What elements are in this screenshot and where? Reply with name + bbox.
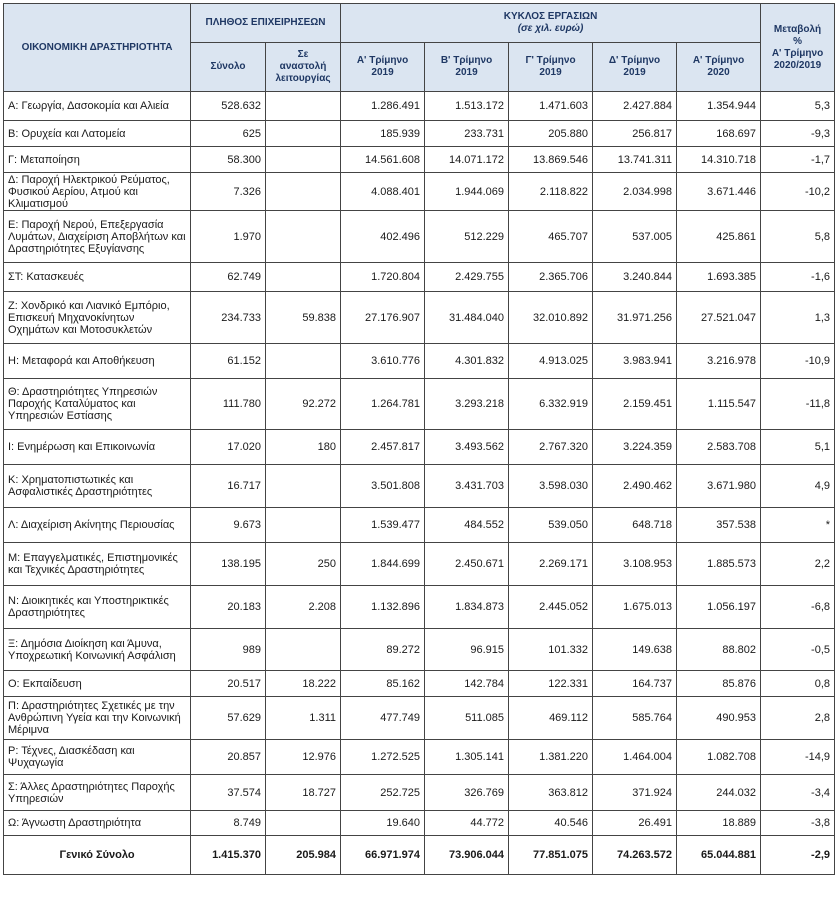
- firms-suspended: [266, 508, 341, 543]
- change-percent: *: [761, 508, 835, 543]
- table-row: [4, 173, 835, 211]
- firms-suspended: 18.727: [266, 775, 341, 811]
- turnover-q3-2019: 32.010.892: [509, 292, 593, 344]
- turnover-q3-2019: 2.365.706: [509, 263, 593, 292]
- header-q3-2019: Γ' Τρίμηνο 2019: [509, 43, 593, 92]
- grand-total-q3-2019: 77.851.075: [509, 836, 593, 875]
- turnover-q2-2019: 2.450.671: [425, 543, 509, 586]
- turnover-q3-2019: 465.707: [509, 211, 593, 263]
- change-percent: -11,8: [761, 379, 835, 430]
- change-percent: -6,8: [761, 586, 835, 629]
- turnover-q2-2019: 31.484.040: [425, 292, 509, 344]
- turnover-q4-2019: 371.924: [593, 775, 677, 811]
- activity-name: ΣΤ: Κατασκευές: [4, 263, 191, 292]
- header-change: Μεταβολή % Α' Τρίμηνο 2020/2019: [761, 4, 835, 92]
- turnover-q2-2019: 14.071.172: [425, 147, 509, 173]
- table-row: [4, 586, 835, 629]
- turnover-q4-2019: 2.490.462: [593, 465, 677, 508]
- turnover-q2-2019: 484.552: [425, 508, 509, 543]
- turnover-q4-2019: 31.971.256: [593, 292, 677, 344]
- turnover-q1-2020: 3.671.446: [677, 173, 761, 211]
- change-percent: 1,3: [761, 292, 835, 344]
- activity-name: Ω: Άγνωστη Δραστηριότητα: [4, 811, 191, 836]
- turnover-q4-2019: 3.983.941: [593, 344, 677, 379]
- turnover-q1-2019: 1.272.525: [341, 740, 425, 775]
- turnover-q1-2020: 1.115.547: [677, 379, 761, 430]
- turnover-q1-2019: 3.610.776: [341, 344, 425, 379]
- grand-total-q4-2019: 74.263.572: [593, 836, 677, 875]
- table-row: [4, 147, 835, 173]
- grand-total-q1-2020: 65.044.881: [677, 836, 761, 875]
- firms-total: 62.749: [191, 263, 266, 292]
- change-percent: -3,8: [761, 811, 835, 836]
- turnover-q1-2019: 19.640: [341, 811, 425, 836]
- firms-suspended: [266, 811, 341, 836]
- firms-suspended: [266, 121, 341, 147]
- turnover-q4-2019: 26.491: [593, 811, 677, 836]
- table-row: [4, 697, 835, 740]
- table-row: [4, 543, 835, 586]
- turnover-q4-2019: 149.638: [593, 629, 677, 671]
- turnover-q1-2019: 3.501.808: [341, 465, 425, 508]
- turnover-table: [3, 3, 835, 875]
- firms-suspended: 250: [266, 543, 341, 586]
- turnover-q1-2019: 1.539.477: [341, 508, 425, 543]
- change-percent: -9,3: [761, 121, 835, 147]
- grand-total-q2-2019: 73.906.044: [425, 836, 509, 875]
- firms-total: 1.970: [191, 211, 266, 263]
- turnover-q4-2019: 648.718: [593, 508, 677, 543]
- table-row: [4, 671, 835, 697]
- turnover-q1-2020: 18.889: [677, 811, 761, 836]
- table-row: [4, 629, 835, 671]
- firms-total: 61.152: [191, 344, 266, 379]
- turnover-q2-2019: 1.513.172: [425, 92, 509, 121]
- turnover-q4-2019: 13.741.311: [593, 147, 677, 173]
- turnover-q1-2019: 1.132.896: [341, 586, 425, 629]
- turnover-q1-2019: 89.272: [341, 629, 425, 671]
- table-header: [4, 4, 835, 92]
- turnover-q3-2019: 122.331: [509, 671, 593, 697]
- firms-total: 20.183: [191, 586, 266, 629]
- turnover-q3-2019: 4.913.025: [509, 344, 593, 379]
- firms-suspended: [266, 147, 341, 173]
- turnover-q1-2020: 88.802: [677, 629, 761, 671]
- activity-name: Β: Ορυχεία και Λατομεία: [4, 121, 191, 147]
- table-row: [4, 379, 835, 430]
- activity-name: Κ: Χρηματοπιστωτικές και Ασφαλιστικές Δραστηριότητες: [4, 465, 191, 508]
- turnover-q1-2019: 252.725: [341, 775, 425, 811]
- activity-name: Θ: Δραστηριότητες Υπηρεσιών Παροχής Καταλύματος και Υπηρεσιών Εστίασης: [4, 379, 191, 430]
- table-row: [4, 508, 835, 543]
- turnover-q3-2019: 469.112: [509, 697, 593, 740]
- change-percent: -14,9: [761, 740, 835, 775]
- table-row: [4, 344, 835, 379]
- turnover-q4-2019: 256.817: [593, 121, 677, 147]
- turnover-q2-2019: 44.772: [425, 811, 509, 836]
- turnover-q4-2019: 3.224.359: [593, 430, 677, 465]
- header-suspended: Σε αναστολή λειτουργίας: [266, 43, 341, 92]
- turnover-q1-2019: 27.176.907: [341, 292, 425, 344]
- firms-total: 625: [191, 121, 266, 147]
- activity-name: Ε: Παροχή Νερού, Επεξεργασία Λυμάτων, Διαχείριση Αποβλήτων και Δραστηριότητες Εξυγίανσης: [4, 211, 191, 263]
- turnover-q1-2020: 1.354.944: [677, 92, 761, 121]
- turnover-q1-2019: 85.162: [341, 671, 425, 697]
- change-percent: -1,6: [761, 263, 835, 292]
- turnover-q1-2020: 490.953: [677, 697, 761, 740]
- turnover-q1-2020: 2.583.708: [677, 430, 761, 465]
- turnover-q1-2020: 1.082.708: [677, 740, 761, 775]
- turnover-q1-2019: 402.496: [341, 211, 425, 263]
- turnover-q2-2019: 3.293.218: [425, 379, 509, 430]
- turnover-q1-2019: 1.720.804: [341, 263, 425, 292]
- change-percent: 5,1: [761, 430, 835, 465]
- header-q4-2019: Δ' Τρίμηνο 2019: [593, 43, 677, 92]
- turnover-q1-2020: 85.876: [677, 671, 761, 697]
- firms-total: 138.195: [191, 543, 266, 586]
- turnover-q2-2019: 326.769: [425, 775, 509, 811]
- change-percent: 2,2: [761, 543, 835, 586]
- header-q2-2019: Β' Τρίμηνο 2019: [425, 43, 509, 92]
- change-percent: 4,9: [761, 465, 835, 508]
- table-row: [4, 121, 835, 147]
- table-row: [4, 430, 835, 465]
- grand-total-row: [4, 836, 835, 875]
- firms-total: 20.517: [191, 671, 266, 697]
- change-percent: 0,8: [761, 671, 835, 697]
- turnover-q3-2019: 2.445.052: [509, 586, 593, 629]
- turnover-q3-2019: 1.381.220: [509, 740, 593, 775]
- activity-name: Σ: Άλλες Δραστηριότητες Παροχής Υπηρεσιών: [4, 775, 191, 811]
- firms-total: 528.632: [191, 92, 266, 121]
- turnover-q1-2020: 27.521.047: [677, 292, 761, 344]
- turnover-q1-2020: 1.693.385: [677, 263, 761, 292]
- turnover-q1-2019: 477.749: [341, 697, 425, 740]
- turnover-q3-2019: 101.332: [509, 629, 593, 671]
- turnover-q1-2020: 1.056.197: [677, 586, 761, 629]
- turnover-q2-2019: 4.301.832: [425, 344, 509, 379]
- turnover-q1-2020: 168.697: [677, 121, 761, 147]
- turnover-q4-2019: 2.159.451: [593, 379, 677, 430]
- turnover-q1-2019: 1.264.781: [341, 379, 425, 430]
- change-percent: 2,8: [761, 697, 835, 740]
- activity-name: Ι: Ενημέρωση και Επικοινωνία: [4, 430, 191, 465]
- firms-total: 20.857: [191, 740, 266, 775]
- firms-total: 57.629: [191, 697, 266, 740]
- firms-total: 58.300: [191, 147, 266, 173]
- header-q1-2019: Α' Τρίμηνο 2019: [341, 43, 425, 92]
- header-turnover-group: [341, 4, 761, 43]
- activity-name: Ζ: Χονδρικό και Λιανικό Εμπόριο, Επισκευή Μηχανοκίνητων Οχημάτων και Μοτοσυκλετών: [4, 292, 191, 344]
- turnover-q4-2019: 164.737: [593, 671, 677, 697]
- turnover-q3-2019: 6.332.919: [509, 379, 593, 430]
- header-activity: ΟΙΚΟΝΟΜΙΚΗ ΔΡΑΣΤΗΡΙΟΤΗΤΑ: [4, 4, 191, 92]
- turnover-q3-2019: 13.869.546: [509, 147, 593, 173]
- turnover-q3-2019: 1.471.603: [509, 92, 593, 121]
- turnover-q1-2019: 1.286.491: [341, 92, 425, 121]
- activity-name: Γ: Μεταποίηση: [4, 147, 191, 173]
- table-row: [4, 811, 835, 836]
- table-body: [4, 92, 835, 836]
- turnover-q2-2019: 3.431.703: [425, 465, 509, 508]
- turnover-q2-2019: 1.944.069: [425, 173, 509, 211]
- firms-total: 8.749: [191, 811, 266, 836]
- activity-name: Ο: Εκπαίδευση: [4, 671, 191, 697]
- activity-name: Ν: Διοικητικές και Υποστηρικτικές Δραστηριότητες: [4, 586, 191, 629]
- turnover-q1-2019: 14.561.608: [341, 147, 425, 173]
- grand-total-firms: 1.415.370: [191, 836, 266, 875]
- firms-total: 37.574: [191, 775, 266, 811]
- firms-total: 111.780: [191, 379, 266, 430]
- change-percent: -10,2: [761, 173, 835, 211]
- turnover-q1-2019: 185.939: [341, 121, 425, 147]
- turnover-q4-2019: 537.005: [593, 211, 677, 263]
- change-percent: -0,5: [761, 629, 835, 671]
- firms-suspended: 2.208: [266, 586, 341, 629]
- table-row: [4, 211, 835, 263]
- firms-suspended: [266, 344, 341, 379]
- turnover-q1-2019: 1.844.699: [341, 543, 425, 586]
- turnover-q2-2019: 96.915: [425, 629, 509, 671]
- turnover-q2-2019: 142.784: [425, 671, 509, 697]
- firms-suspended: [266, 465, 341, 508]
- turnover-q1-2020: 3.671.980: [677, 465, 761, 508]
- activity-name: Π: Δραστηριότητες Σχετικές με την Ανθρώπινη Υγεία και την Κοινωνική Μέριμνα: [4, 697, 191, 740]
- firms-suspended: [266, 92, 341, 121]
- turnover-q2-2019: 512.229: [425, 211, 509, 263]
- turnover-q4-2019: 2.427.884: [593, 92, 677, 121]
- turnover-q1-2020: 357.538: [677, 508, 761, 543]
- turnover-q4-2019: 1.464.004: [593, 740, 677, 775]
- table-row: [4, 465, 835, 508]
- activity-name: Α: Γεωργία, Δασοκομία και Αλιεία: [4, 92, 191, 121]
- activity-name: Δ: Παροχή Ηλεκτρικού Ρεύματος, Φυσικού Αερίου, Ατμού και Κλιματισμού: [4, 173, 191, 211]
- firms-total: 7.326: [191, 173, 266, 211]
- change-percent: -3,4: [761, 775, 835, 811]
- turnover-q2-2019: 3.493.562: [425, 430, 509, 465]
- table-row: [4, 292, 835, 344]
- table-row: [4, 263, 835, 292]
- grand-total-change: -2,9: [761, 836, 835, 875]
- turnover-q4-2019: 3.108.953: [593, 543, 677, 586]
- activity-name: Μ: Επαγγελματικές, Επιστημονικές και Τεχνικές Δραστηριότητες: [4, 543, 191, 586]
- firms-suspended: 92.272: [266, 379, 341, 430]
- grand-total-suspended: 205.984: [266, 836, 341, 875]
- firms-suspended: 180: [266, 430, 341, 465]
- turnover-q1-2019: 4.088.401: [341, 173, 425, 211]
- firms-total: 17.020: [191, 430, 266, 465]
- firms-suspended: [266, 173, 341, 211]
- turnover-q4-2019: 3.240.844: [593, 263, 677, 292]
- firms-suspended: 59.838: [266, 292, 341, 344]
- header-q1-2020: Α' Τρίμηνο 2020: [677, 43, 761, 92]
- turnover-q1-2020: 3.216.978: [677, 344, 761, 379]
- turnover-q1-2020: 244.032: [677, 775, 761, 811]
- firms-suspended: [266, 263, 341, 292]
- table-row: [4, 740, 835, 775]
- turnover-q3-2019: 2.269.171: [509, 543, 593, 586]
- firms-suspended: 1.311: [266, 697, 341, 740]
- table-row: [4, 775, 835, 811]
- change-percent: 5,3: [761, 92, 835, 121]
- activity-name: Λ: Διαχείριση Ακίνητης Περιουσίας: [4, 508, 191, 543]
- firms-total: 234.733: [191, 292, 266, 344]
- change-percent: 5,8: [761, 211, 835, 263]
- turnover-q1-2020: 425.861: [677, 211, 761, 263]
- turnover-q3-2019: 3.598.030: [509, 465, 593, 508]
- firms-total: 16.717: [191, 465, 266, 508]
- turnover-unit: (σε χιλ. ευρώ): [517, 23, 584, 34]
- turnover-q1-2019: 2.457.817: [341, 430, 425, 465]
- table-row: [4, 92, 835, 121]
- turnover-q2-2019: 233.731: [425, 121, 509, 147]
- grand-total-label: Γενικό Σύνολο: [4, 836, 191, 875]
- firms-suspended: [266, 211, 341, 263]
- turnover-q2-2019: 1.305.141: [425, 740, 509, 775]
- activity-name: Η: Μεταφορά και Αποθήκευση: [4, 344, 191, 379]
- turnover-title: ΚΥΚΛΟΣ ΕΡΓΑΣΙΩΝ: [503, 11, 598, 22]
- turnover-q2-2019: 2.429.755: [425, 263, 509, 292]
- activity-name: Ξ: Δημόσια Διοίκηση και Άμυνα, Υποχρεωτική Κοινωνική Ασφάλιση: [4, 629, 191, 671]
- grand-total-q1-2019: 66.971.974: [341, 836, 425, 875]
- turnover-q4-2019: 585.764: [593, 697, 677, 740]
- firms-suspended: 18.222: [266, 671, 341, 697]
- header-total: Σύνολο: [191, 43, 266, 92]
- firms-total: 9.673: [191, 508, 266, 543]
- turnover-q2-2019: 1.834.873: [425, 586, 509, 629]
- turnover-q3-2019: 40.546: [509, 811, 593, 836]
- turnover-q4-2019: 2.034.998: [593, 173, 677, 211]
- turnover-q1-2020: 1.885.573: [677, 543, 761, 586]
- header-firms-group: ΠΛΗΘΟΣ ΕΠΙΧΕΙΡΗΣΕΩΝ: [191, 4, 341, 43]
- turnover-q3-2019: 2.118.822: [509, 173, 593, 211]
- firms-total: 989: [191, 629, 266, 671]
- activity-name: Ρ: Τέχνες, Διασκέδαση και Ψυχαγωγία: [4, 740, 191, 775]
- turnover-q3-2019: 363.812: [509, 775, 593, 811]
- change-percent: -1,7: [761, 147, 835, 173]
- firms-suspended: [266, 629, 341, 671]
- turnover-q3-2019: 539.050: [509, 508, 593, 543]
- turnover-q1-2020: 14.310.718: [677, 147, 761, 173]
- turnover-q3-2019: 2.767.320: [509, 430, 593, 465]
- turnover-q4-2019: 1.675.013: [593, 586, 677, 629]
- change-percent: -10,9: [761, 344, 835, 379]
- turnover-q2-2019: 511.085: [425, 697, 509, 740]
- firms-suspended: 12.976: [266, 740, 341, 775]
- turnover-q3-2019: 205.880: [509, 121, 593, 147]
